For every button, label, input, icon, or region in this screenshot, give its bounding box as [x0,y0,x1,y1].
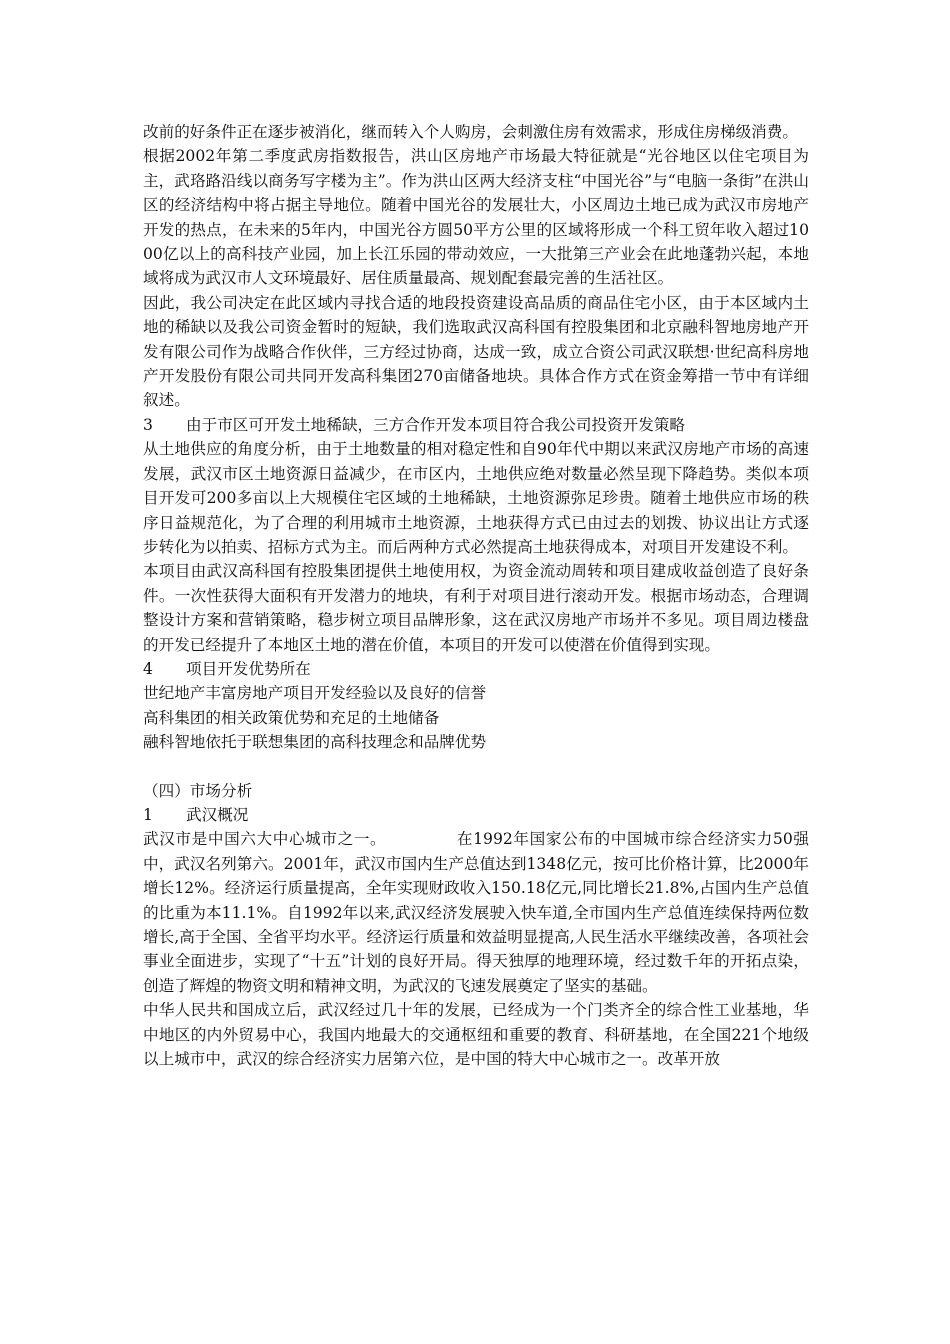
heading-number: 4 [143,659,153,678]
paragraph-body: 在1992年国家公布的中国城市综合经济实力50强中，武汉名列第六。2001年，武汉市国内生产总值达到1348亿元，按可比价格计算，比2000年增长12%。经济运行质量提高，全年实现财政收入150.18亿元,同比增长21.8%,占国内生产总值的比重为本11.1%。自1992年以来,武汉经济发展驶入快车道,全市国内生产总值连续保持两位数增长,高于全国、全省平均水平。经济运行质量和效益明显提高,人民生活水平继续改善，各项社会事业全面进步，实现了“十五”计划的良好开局。得天独厚的地理环境，经过数千年的开拓点染，创造了辉煌的物资文明和精神文明，为武汉的飞速发展奠定了坚实的基础。 [143,830,809,995]
heading-text: 武汉概况 [186,805,249,824]
section-heading-3 [143,413,809,437]
paragraph-hongshan-market: 根据2002年第二季度武房指数报告，洪山区房地产市场最大特征就是“光谷地区以住宅项目为主，武珞路沿线以商务写字楼为主”。作为洪山区两大经济支柱“中国光谷”与“电脑一条街”在洪山区的经济结构中将占据主导地位。随着中国光谷的发展壮大，小区周边土地已成为武汉市房地产开发的热点，在未来的5年内，中国光谷方圆50平方公里的区域将形成一个科工贸年收入超过1000亿以上的高科技产业园，加上长江乐园的带动效应，一大批第三产业会在此地蓬勃兴起，本地域将成为武汉市人文环境最好、居住质量最高、规划配套最完善的生活社区。 [143,147,809,288]
heading-number: 1 [143,805,153,824]
section-title-market-analysis: （四）市场分析 [143,781,253,800]
heading-text: 由于市区可开发土地稀缺，三方合作开发本项目符合我公司投资开发策略 [186,415,686,434]
list-item: 高科集团的相关政策优势和充足的土地储备 [143,708,440,727]
paragraph-lead: 武汉市是中国六大中心城市之一。 [143,830,387,849]
heading-text: 项目开发优势所在 [186,659,311,678]
section-heading-1 [143,803,809,827]
blank-line [143,755,809,779]
paragraph-wuhan-development: 中华人民共和国成立后，武汉经过几十年的发展，已经成为一个门类齐全的综合性工业基地，华中地区的内外贸易中心，我国内地最大的交通枢纽和重要的教育、科研基地，在全国221个地级以上城市中，武汉的综合经济实力居第六位，是中国的特大中心城市之一。改革开放 [143,1001,809,1069]
paragraph-wuhan-overview [143,827,809,998]
paragraph-land-supply: 从土地供应的角度分析，由于土地数量的相对稳定性和自90年代中期以来武汉房地产市场的高速发展，武汉市区土地资源日益减少，在市区内，土地供应绝对数量必然呈现下降趋势。类似本项目开发可200多亩以上大规模住宅区域的土地稀缺，土地资源弥足珍贵。随着土地供应市场的秩序日益规范化，为了合理的利用城市土地资源，土地获得方式已由过去的划拨、协议出让方式逐步转化为以拍卖、招标方式为主。而后两种方式必然提高土地获得成本，对项目开发建设不利。 [143,440,809,556]
heading-number: 3 [143,415,153,434]
section-heading-4 [143,657,809,681]
paragraph-land-use-right: 本项目由武汉高科国有控股集团提供土地使用权，为资金流动周转和项目建成收益创造了良好条件。一次性获得大面积有开发潜力的地块，有利于对项目进行滚动开发。根据市场动态，合理调整设计方案和营销策略，稳步树立项目品牌形象，这在武汉房地产市场并不多见。项目周边楼盘的开发已经提升了本地区土地的潜在价值，本项目的开发可以使潜在价值得到实现。 [143,562,809,654]
paragraph-company-decision: 因此，我公司决定在此区域内寻找合适的地段投资建设高品质的商品住宅小区，由于本区域内土地的稀缺以及我公司资金暂时的短缺，我们选取武汉高科国有控股集团和北京融科智地房地产开发有限公司作为战略合作伙伴，三方经过协商，达成一致，成立合资公司武汉联想·世纪高科房地产开发股份有限公司共同开发高科集团270亩储备地块。具体合作方式在资金筹措一节中有详细叙述。 [143,293,809,410]
paragraph-consumption: 改前的好条件正在逐步被消化，继而转入个人购房，会刺激住房有效需求，形成住房梯级消费。 [143,123,798,141]
list-item: 世纪地产丰富房地产项目开发经验以及良好的信誉 [143,684,487,703]
document-page [143,120,809,1071]
list-item: 融科智地依托于联想集团的高科技理念和品牌优势 [143,733,487,752]
